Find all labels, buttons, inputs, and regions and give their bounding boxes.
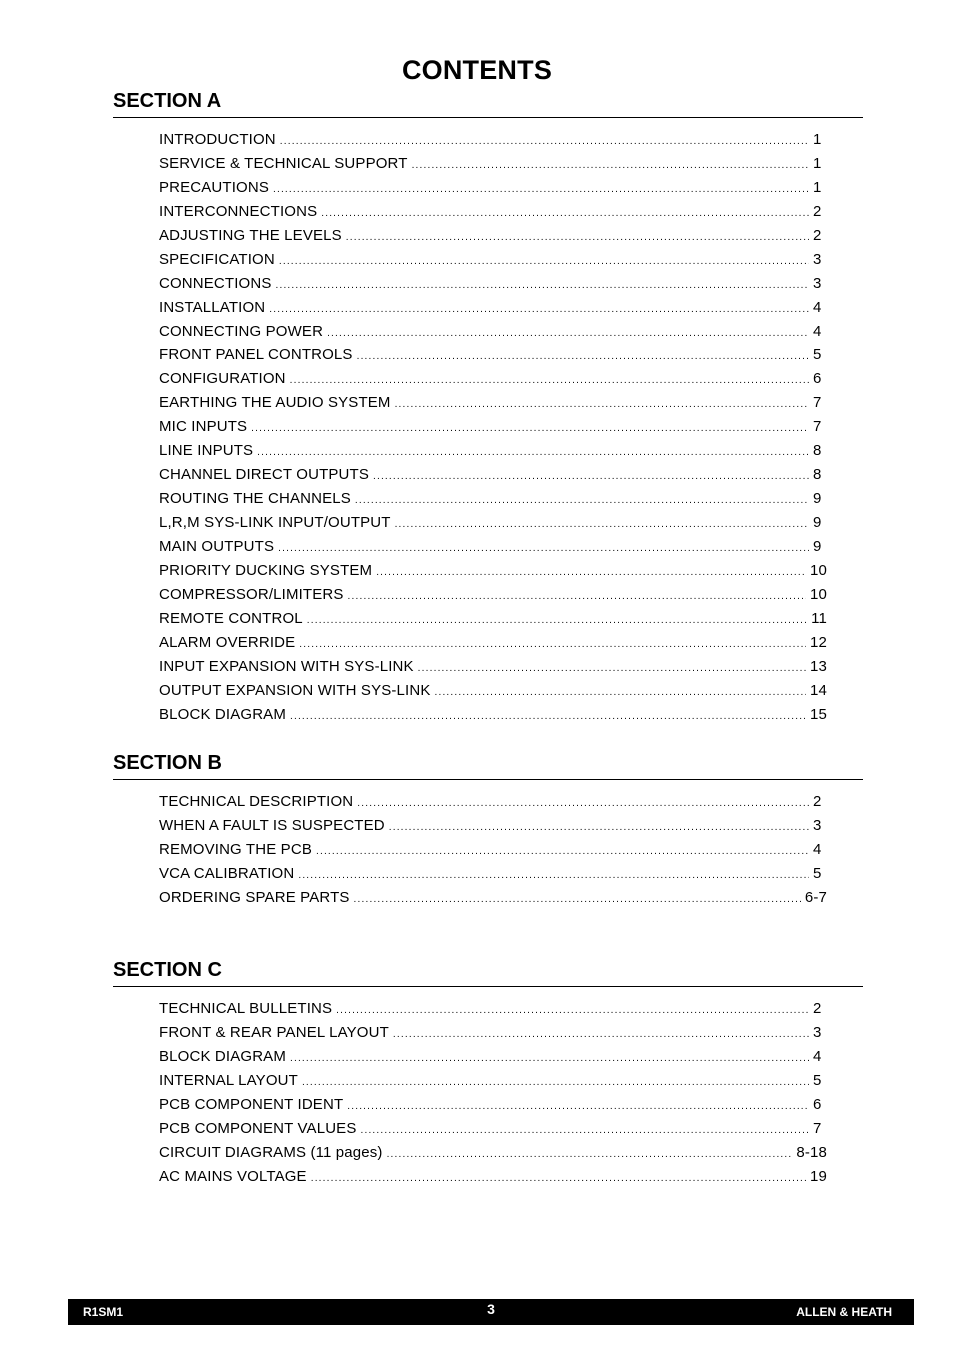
toc-dot-leader [299,639,806,650]
toc-entry-page: 4 [813,298,822,316]
toc-entry-page: 4 [813,1047,822,1065]
toc-entry [159,1096,827,1120]
toc-entry-label: LINE INPUTS [159,442,254,460]
toc-entry-page: 1 [813,178,822,196]
toc-entry [159,889,827,913]
section-heading: SECTION A [113,90,863,118]
toc-entry-page: 12 [810,633,827,651]
toc-entry-page: 2 [813,226,822,244]
toc-entry [159,418,827,442]
toc-entry-label: REMOTE CONTROL [159,609,303,627]
toc-entry-label: INTERCONNECTIONS [159,202,318,220]
toc-entry-label: ROUTING THE CHANNELS [159,490,351,508]
toc-entry [159,865,827,889]
toc-entry-label: PCB COMPONENT IDENT [159,1095,344,1113]
toc-entry-label: MIC INPUTS [159,418,248,436]
toc-entry-page: 10 [810,561,827,579]
toc-entry-page: 1 [813,154,822,172]
toc-dot-leader [347,1101,809,1112]
toc-entry [159,658,827,682]
toc-entry-label: CONNECTING POWER [159,322,324,340]
toc-entry [159,299,827,323]
toc-entry [159,634,827,658]
toc-entry [159,610,827,634]
toc-entry-label: ADJUSTING THE LEVELS [159,226,342,244]
toc-entry-page: 9 [813,490,822,508]
toc-entry-label: BLOCK DIAGRAM [159,1047,286,1065]
footer-bar [68,1299,914,1325]
toc-entry-label: WHEN A FAULT IS SUSPECTED [159,816,385,834]
toc-entry [159,562,827,586]
toc-entry-label: VCA CALIBRATION [159,864,295,882]
section-heading: SECTION B [113,752,863,780]
toc-entry [159,1144,827,1168]
footer-page-number: 3 [487,1301,495,1317]
toc-entry-label: MAIN OUTPUTS [159,537,275,555]
toc-entry [159,155,827,179]
toc-entry-label: CONNECTIONS [159,274,272,292]
toc-entry [159,466,827,490]
toc-dot-leader [279,256,809,267]
section-b [113,752,863,913]
toc-entry-page: 6-7 [804,888,827,906]
toc-entry [159,586,827,610]
toc-entry [159,514,827,538]
toc-entry-page: 4 [813,840,822,858]
toc-entry-page: 19 [810,1167,827,1185]
toc-entry-page: 3 [813,816,822,834]
toc-entry [159,1072,827,1096]
toc-entry-page: 8 [813,442,822,460]
section-c [113,959,863,1192]
toc-dot-leader [327,328,809,339]
toc-entry [159,394,827,418]
toc-dot-leader [307,615,807,626]
toc-entry-label: EARTHING THE AUDIO SYSTEM [159,394,391,412]
toc-entry [159,323,827,347]
toc-entry-page: 9 [813,537,822,555]
toc-entry-label: REMOVING THE PCB [159,840,312,858]
toc-dot-leader [355,495,809,506]
toc-dot-leader [269,304,809,315]
toc-dot-leader [316,846,809,857]
toc-entry [159,1000,827,1024]
toc-entry-label: L,R,M SYS-LINK INPUT/OUTPUT [159,514,391,531]
toc-entry-page: 7 [813,394,822,412]
toc-dot-leader [290,711,806,722]
toc-dot-leader [290,1053,809,1064]
toc-entry [159,251,827,275]
toc-entry-label: PRECAUTIONS [159,178,269,196]
toc-entry [159,131,827,155]
toc-dot-leader [387,1149,793,1160]
toc-entry-page: 4 [813,322,822,340]
toc-entry-page: 2 [813,202,822,220]
toc-entry [159,275,827,299]
toc-entry [159,1120,827,1144]
toc-dot-leader [276,280,810,291]
toc-entry-page: 6 [813,1095,822,1113]
toc-entry [159,793,827,817]
toc-dot-leader [389,822,809,833]
toc-entry-label: OUTPUT EXPANSION WITH SYS-LINK [159,681,431,699]
toc-entry-label: AC MAINS VOLTAGE [159,1167,307,1185]
toc-dot-leader [278,543,809,554]
toc-entry [159,817,827,841]
toc-entry [159,1024,827,1048]
toc-dot-leader [357,351,809,362]
toc-dot-leader [395,519,809,530]
toc-entry-page: 3 [813,1023,822,1041]
toc-entry [159,370,827,394]
toc-entry [159,490,827,514]
toc-entry-page: 5 [813,346,822,364]
toc-entry-page: 14 [810,681,827,699]
toc-entry-page: 6 [813,370,822,388]
toc-entry-page: 8 [813,466,822,484]
toc-entry [159,682,827,706]
section-a [113,90,863,729]
toc-entry-label: INTERNAL LAYOUT [159,1071,298,1089]
toc-entry [159,538,827,562]
toc-entry-label: ALARM OVERRIDE [159,633,296,651]
toc-dot-leader [348,591,806,602]
footer-doc-code: R1SM1 [83,1305,124,1319]
toc-dot-leader [336,1005,809,1016]
toc-entry-label: INTRODUCTION [159,131,276,148]
toc-entry-label: FRONT & REAR PANEL LAYOUT [159,1023,389,1041]
toc-entry [159,203,827,227]
toc-entry [159,346,827,370]
toc-dot-leader [395,399,809,410]
toc-entry-page: 15 [810,705,827,723]
toc-entry-page: 7 [813,418,822,436]
toc-dot-leader [376,567,806,578]
toc-dot-leader [434,687,806,698]
toc-entry [159,706,827,730]
toc-entry-page: 8-18 [796,1143,827,1161]
toc-dot-leader [418,663,806,674]
toc-dot-leader [357,798,809,809]
toc-dot-leader [393,1029,809,1040]
toc-entry [159,179,827,203]
toc-entry-page: 3 [813,274,822,292]
toc-entry-label: INSTALLATION [159,298,266,316]
toc-dot-leader [280,136,809,147]
toc-list [113,1000,863,1192]
toc-entry-label: BLOCK DIAGRAM [159,705,286,723]
page-title: CONTENTS [401,55,553,85]
toc-entry-label: PRIORITY DUCKING SYSTEM [159,561,373,579]
toc-dot-leader [311,1173,806,1184]
toc-entry [159,841,827,865]
toc-entry-label: FRONT PANEL CONTROLS [159,346,353,364]
toc-dot-leader [257,447,809,458]
toc-entry-page: 5 [813,1071,822,1089]
toc-entry-label: TECHNICAL DESCRIPTION [159,793,354,810]
toc-entry-page: 7 [813,1119,822,1137]
toc-dot-leader [273,184,809,195]
toc-entry-page: 13 [810,657,827,675]
toc-entry-label: ORDERING SPARE PARTS [159,888,350,906]
toc-dot-leader [373,471,809,482]
toc-dot-leader [290,375,809,386]
footer-brand: ALLEN & HEATH [796,1305,892,1319]
toc-entry-page: 1 [813,131,822,148]
toc-list [113,793,863,913]
toc-list [113,131,863,729]
toc-entry-label: COMPRESSOR/LIMITERS [159,585,344,603]
toc-dot-leader [251,423,809,434]
toc-dot-leader [302,1077,809,1088]
toc-entry-page: 11 [811,609,827,627]
toc-dot-leader [298,870,809,881]
toc-dot-leader [361,1125,810,1136]
toc-entry [159,442,827,466]
toc-entry-label: PCB COMPONENT VALUES [159,1119,357,1137]
toc-entry-label: CIRCUIT DIAGRAMS (11 pages) [159,1143,383,1161]
toc-entry [159,1048,827,1072]
toc-entry-page: 2 [813,793,822,810]
toc-entry-label: CHANNEL DIRECT OUTPUTS [159,466,369,484]
toc-entry-label: CONFIGURATION [159,370,286,388]
toc-entry [159,227,827,251]
toc-entry-page: 10 [810,585,827,603]
toc-dot-leader [412,160,809,171]
toc-entry-label: INPUT EXPANSION WITH SYS-LINK [159,657,414,675]
toc-entry-label: TECHNICAL BULLETINS [159,1000,333,1017]
section-heading: SECTION C [113,959,863,987]
toc-entry [159,1168,827,1192]
toc-entry-page: 2 [813,1000,822,1017]
toc-entry-page: 3 [813,250,822,268]
toc-entry-label: SPECIFICATION [159,250,275,268]
toc-entry-page: 9 [813,514,822,531]
toc-entry-label: SERVICE & TECHNICAL SUPPORT [159,154,408,172]
toc-dot-leader [354,894,801,905]
toc-dot-leader [321,208,809,219]
toc-entry-page: 5 [813,864,822,882]
toc-dot-leader [346,232,809,243]
